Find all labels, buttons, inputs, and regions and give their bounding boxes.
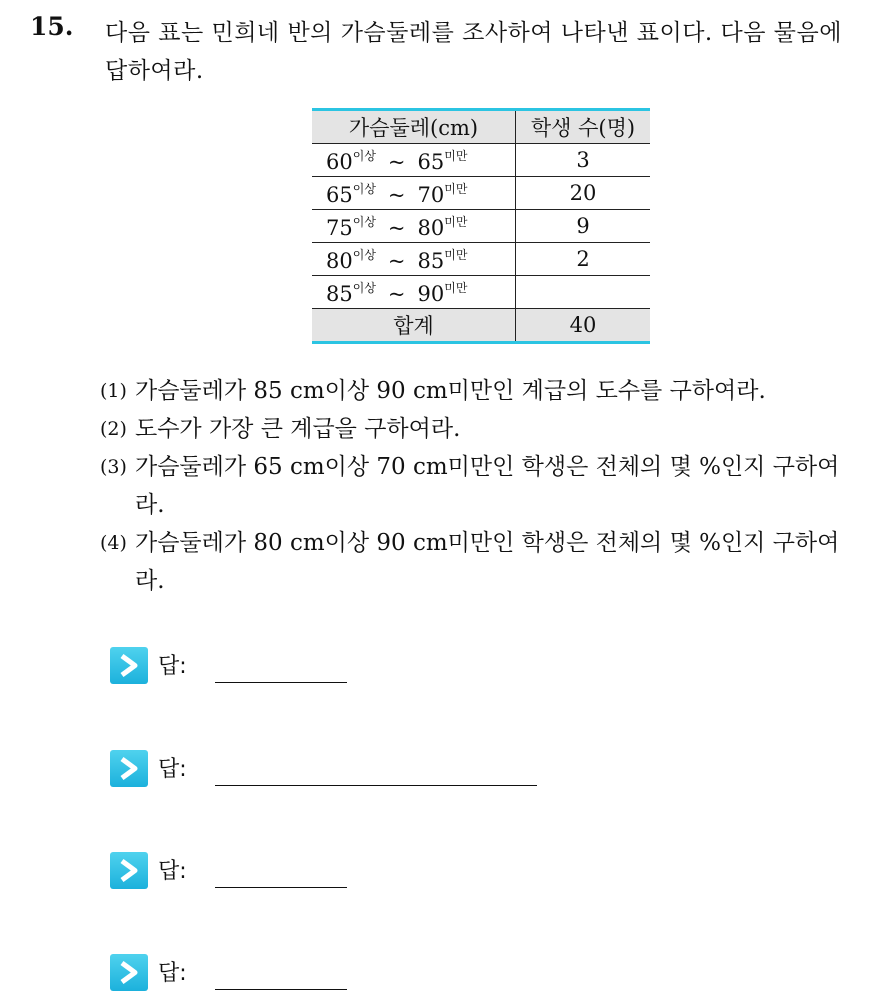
subquestion: (3) 가슴둘레가 65 cm이상 70 cm미만인 학생은 전체의 몇 %인지 구하여라. (100, 454, 840, 518)
answer-blank[interactable] (215, 785, 537, 786)
answer-row (110, 748, 610, 788)
answer-blank[interactable] (215, 682, 347, 683)
table-row: $85^{이상}$ ~ $90^{미만}$ (312, 276, 650, 309)
count-cell: 2 (516, 243, 651, 276)
frequency-table (312, 108, 650, 344)
subquestion: (4) 가슴둘레가 80 cm이상 90 cm미만인 학생은 전체의 몇 %인지 구하여라. (100, 530, 840, 594)
chevron-right-icon (110, 954, 148, 991)
answer-label: 답: (158, 961, 187, 986)
table-row: $75^{이상}$ ~ $80^{미만}$ 9 (312, 210, 650, 243)
answer-row (110, 850, 610, 890)
question-text: 다음 표는 민희네 반의 가슴둘레를 조사하여 나타낸 표이다. 다음 물음에 답하여라. (105, 20, 842, 84)
subquestion-list (100, 372, 865, 600)
count-cell: 3 (516, 144, 651, 177)
chevron-right-icon (110, 750, 148, 787)
chevron-right-icon (110, 852, 148, 889)
table-row: $65^{이상}$ ~ $70^{미만}$ 20 (312, 177, 650, 210)
answer-blank[interactable] (215, 887, 347, 888)
answer-row (110, 952, 610, 992)
subquestion: (1) 가슴둘레가 85 cm이상 90 cm미만인 계급의 도수를 구하여라. (100, 378, 766, 404)
count-cell: 9 (516, 210, 651, 243)
table-row: $60^{이상}$ ~ $65^{미만}$ 3 (312, 144, 650, 177)
answer-row (110, 645, 610, 685)
chevron-right-icon (110, 647, 148, 684)
table-row: $80^{이상}$ ~ $85^{미만}$ 2 (312, 243, 650, 276)
header-chest: 가슴둘레(cm) (312, 110, 516, 144)
total-label: 합계 (312, 309, 516, 343)
question-number: 15. (30, 12, 74, 41)
subquestion: (2) 도수가 가장 큰 계급을 구하여라. (100, 416, 461, 442)
answer-blank[interactable] (215, 989, 347, 990)
header-students: 학생 수(명) (516, 110, 651, 144)
answer-label: 답: (158, 757, 187, 782)
total-row (312, 309, 650, 343)
count-cell (516, 276, 651, 309)
answer-label: 답: (158, 859, 187, 884)
answer-label: 답: (158, 654, 187, 679)
count-cell: 20 (516, 177, 651, 210)
total-value: 40 (516, 309, 651, 343)
